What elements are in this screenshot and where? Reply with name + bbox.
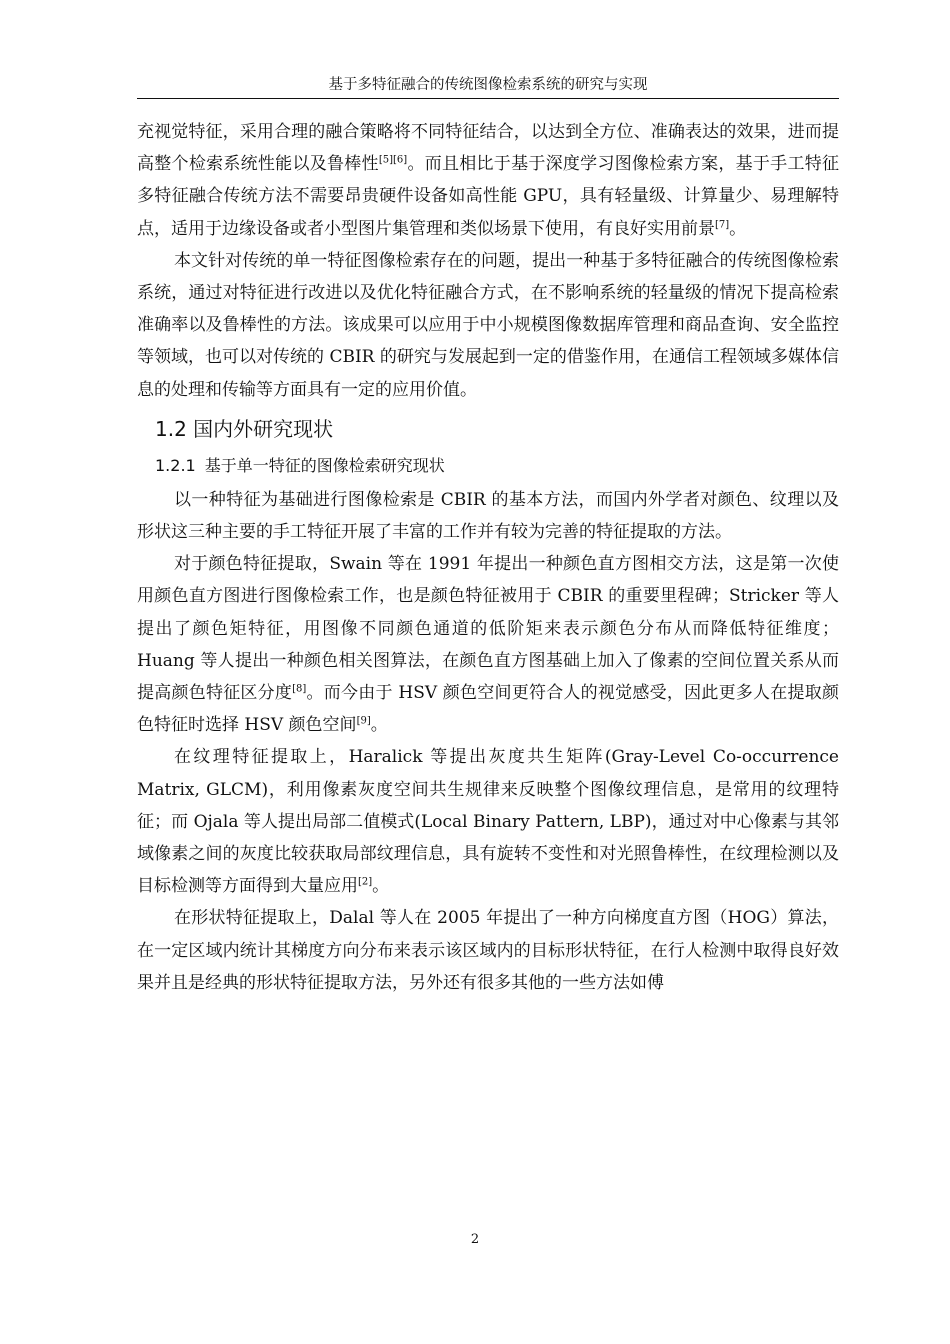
page-number: 2	[470, 1232, 480, 1247]
subsection-title: 基于单一特征的图像检索研究现状	[204, 455, 445, 475]
citation-8: [8]	[292, 683, 307, 695]
paragraph-3: 以一种特征为基础进行图像检索是 CBIR 的基本方法，而国内外学者对颜色、纹理以及形状这三种主要的手工特征开展了丰富的工作并有较为完善的特征提取的方法。	[137, 489, 839, 543]
paragraph-1: 充视觉特征，采用合理的融合策略将不同特征结合，以达到全方位、准确表达的效果，进而提高整个检索系统性能以及鲁棒性[5][6]。而且相比于基于深度学习图像检索方案，基于手工特征多特征融合传统方法不需要昂贵硬件设备如高性能 GPU，具有轻量级、计算量少、易理解特点，适用于边缘设备或者小型图片集管理和类似场景下使用，有良好实用前景[7]。	[137, 122, 840, 239]
section-heading-1-2: 1.2 国内外研究现状	[155, 416, 334, 441]
paragraph-6: 在形状特征提取上，Dalal 等人在 2005 年提出了一种方向梯度直方图（HOG）算法，在一定区域内统计其梯度方向分布来表示该区域内的目标形状特征，在行人检测中取得良好效果并且是经典的形状特征提取方法，另外还有很多其他的一些方法如傅	[137, 908, 839, 993]
header-rule	[137, 98, 839, 99]
citation-5-6: [5][6]	[378, 154, 408, 166]
paragraph-4: 对于颜色特征提取，Swain 等在 1991 年提出一种颜色直方图相交方法，这是第一次使用颜色直方图进行图像检索工作，也是颜色特征被用于 CBIR 的重要里程碑；Stricker 等人提出了颜色矩特征，用图像不同颜色通道的低阶矩来表示颜色分布从而降低特征维度；Huang 等人提出一种颜色相关图算法，在颜色直方图基础上加入了像素的空间位置关系从而提高颜色特征区分度[8]。而今由于 HSV 颜色空间更符合人的视觉感受，因此更多人在提取颜色特征时选择 HSV 颜色空间[9]。	[137, 554, 839, 736]
paragraph-2: 本文针对传统的单一特征图像检索存在的问题，提出一种基于多特征融合的传统图像检索系统，通过对特征进行改进以及优化特征融合方式，在不影响系统的轻量级的情况下提高检索准确率以及鲁棒性的方法。该成果可以应用于中小规模图像数据库管理和商品查询、安全监控等领域，也可以对传统的 CBIR 的研究与发展起到一定的借鉴作用，在通信工程领域多媒体信息的处理和传输等方面具有一定的应用价值。	[137, 250, 839, 400]
subsection-number: 1.2.1	[155, 455, 196, 475]
citation-2: [2]	[358, 876, 373, 888]
citation-9: [9]	[356, 715, 371, 727]
citation-7: [7]	[715, 218, 730, 230]
running-header: 基于多特征融合的传统图像检索系统的研究与实现	[328, 77, 648, 93]
page-body	[137, 116, 839, 999]
subsection-heading-1-2-1	[155, 448, 839, 484]
paragraph-5: 在纹理特征提取上，Haralick 等提出灰度共生矩阵(Gray-Level Co-occurrence Matrix, GLCM)，利用像素灰度空间共生规律来反映整个图像纹理信息，是常用的纹理特征；而 Ojala 等人提出局部二值模式(Local Binary Pattern, LBP)，通过对中心像素与其邻域像素之间的灰度比较获取局部纹理信息，具有旋转不变性和对光照鲁棒性，在纹理检测以及目标检测等方面得到大量应用[2]。	[137, 747, 839, 897]
